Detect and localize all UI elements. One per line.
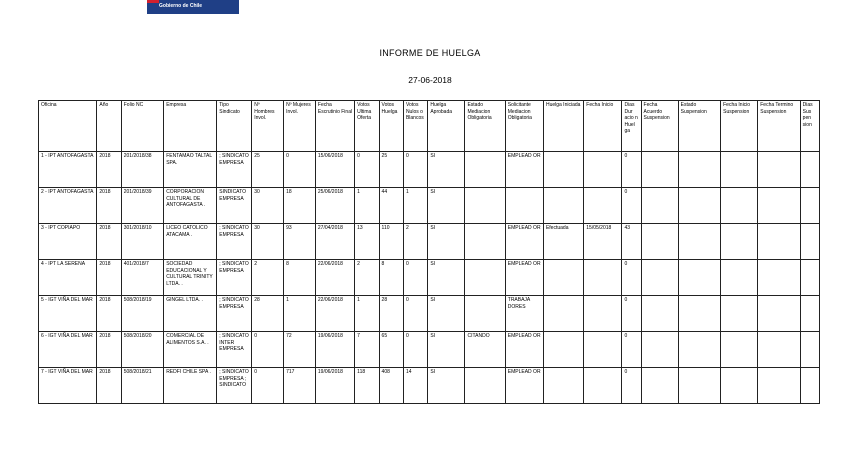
table-cell	[465, 260, 505, 296]
table-cell	[800, 188, 819, 224]
table-row	[39, 224, 820, 260]
table-cell: 0	[622, 332, 641, 368]
table-cell	[543, 368, 583, 404]
table-cell	[465, 224, 505, 260]
table-cell: 8	[284, 260, 316, 296]
column-header: Huelga Iniciada	[543, 101, 583, 152]
column-header: Dias Sus pen sion	[800, 101, 819, 152]
column-header: Fecha Termino Suspension	[758, 101, 800, 152]
logo-text: Gobierno de Chile	[159, 3, 203, 9]
table-cell	[800, 152, 819, 188]
table-cell: 25	[379, 152, 403, 188]
table-cell	[465, 368, 505, 404]
table-cell	[800, 368, 819, 404]
column-header: Solicitante Mediacion Obligatoria	[505, 101, 543, 152]
column-header: Año	[97, 101, 121, 152]
table-cell: 19/06/2018	[315, 332, 354, 368]
table-cell	[505, 188, 543, 224]
table-cell	[543, 188, 583, 224]
table-cell: 2018	[97, 332, 121, 368]
table-cell: REDFI CHILE SPA .	[164, 368, 217, 404]
table-cell: 25/06/2018	[315, 188, 354, 224]
table-cell	[800, 296, 819, 332]
table-cell: 3 - IPT COPIAPO	[39, 224, 97, 260]
table-row	[39, 368, 820, 404]
table-cell	[721, 296, 758, 332]
table-cell	[543, 332, 583, 368]
table-cell: 717	[284, 368, 316, 404]
table-cell	[721, 368, 758, 404]
table-cell: 30	[252, 224, 284, 260]
table-cell	[758, 260, 800, 296]
column-header: Votos Ultima Oferta	[355, 101, 379, 152]
table-cell: 0	[622, 296, 641, 332]
table-cell: 1 - IPT ANTOFAGASTA	[39, 152, 97, 188]
table-cell: 1	[355, 188, 379, 224]
table-cell: 30	[252, 188, 284, 224]
table-cell: 22/06/2018	[315, 260, 354, 296]
table-cell: 401/2018/7	[121, 260, 163, 296]
table-cell: 1	[403, 188, 427, 224]
table-cell: 2018	[97, 260, 121, 296]
table-cell	[678, 188, 720, 224]
table-cell: ; SINDICATO EMPRESA	[217, 260, 252, 296]
table-cell: 508/2018/19	[121, 296, 163, 332]
gobierno-logo	[147, 0, 239, 14]
table-cell: 93	[284, 224, 316, 260]
table-row	[39, 152, 820, 188]
table-cell: 14	[403, 368, 427, 404]
table-cell: 4 - IPT LA SERENA	[39, 260, 97, 296]
table-cell: SI	[428, 332, 465, 368]
table-cell	[758, 368, 800, 404]
table-cell	[800, 260, 819, 296]
table-cell	[758, 296, 800, 332]
table-cell: CITANDO	[465, 332, 505, 368]
table-cell: 2018	[97, 224, 121, 260]
report-date: 27-06-2018	[408, 75, 452, 85]
table-cell: 0	[355, 152, 379, 188]
column-header: Estado Mediacion Obligatoria	[465, 101, 505, 152]
table-cell: 28	[379, 296, 403, 332]
table-cell	[678, 368, 720, 404]
table-cell	[678, 260, 720, 296]
table-cell	[758, 152, 800, 188]
table-cell: SI	[428, 152, 465, 188]
table-cell: 2	[355, 260, 379, 296]
table-cell: SI	[428, 260, 465, 296]
column-header: Estado Suspension	[678, 101, 720, 152]
table-cell: GINGEL LTDA. .	[164, 296, 217, 332]
table-cell: EMPLEAD OR	[505, 332, 543, 368]
table-cell: 110	[379, 224, 403, 260]
table-cell: 5 - IGT VIÑA DEL MAR	[39, 296, 97, 332]
table-cell: 0	[403, 260, 427, 296]
table-cell: 0	[252, 368, 284, 404]
table-cell: 408	[379, 368, 403, 404]
column-header: Tipo Sindicato	[217, 101, 252, 152]
table-cell	[641, 332, 678, 368]
column-header: Folio NC	[121, 101, 163, 152]
table-cell: SI	[428, 368, 465, 404]
table-cell: 18	[284, 188, 316, 224]
table-row	[39, 332, 820, 368]
table-cell	[800, 332, 819, 368]
table-cell: SINDICATO EMPRESA	[217, 188, 252, 224]
report-title: INFORME DE HUELGA	[379, 48, 481, 58]
table-cell: 2018	[97, 296, 121, 332]
table-cell	[465, 152, 505, 188]
table-cell: 118	[355, 368, 379, 404]
table-cell: 22/06/2018	[315, 296, 354, 332]
column-header: Fecha Inicio	[584, 101, 622, 152]
table-cell	[584, 296, 622, 332]
table-cell: 6 - IGT VIÑA DEL MAR	[39, 332, 97, 368]
table-cell: 0	[252, 332, 284, 368]
table-cell: 0	[403, 296, 427, 332]
table-cell: 8	[379, 260, 403, 296]
table-cell	[584, 332, 622, 368]
column-header: Votos Huelga	[379, 101, 403, 152]
table-cell: EMPLEAD OR	[505, 224, 543, 260]
table-cell: LICEO CATOLICO ATACAMA .	[164, 224, 217, 260]
table-cell: 2018	[97, 368, 121, 404]
table-cell	[758, 332, 800, 368]
table-cell	[721, 260, 758, 296]
table-cell: 0	[403, 332, 427, 368]
table-cell	[584, 152, 622, 188]
table-row	[39, 188, 820, 224]
table-cell: 2	[403, 224, 427, 260]
table-cell: ; SINDICATO EMPRESA	[217, 224, 252, 260]
table-cell: 0	[622, 260, 641, 296]
table-cell: 508/2018/20	[121, 332, 163, 368]
table-body	[39, 152, 820, 404]
table-cell: COMERCIAL DE ALIMENTOS S.A. .	[164, 332, 217, 368]
table-cell: ; SINDICATO INTER EMPRESA	[217, 332, 252, 368]
table-cell: 65	[379, 332, 403, 368]
table-cell: EMPLEAD OR	[505, 260, 543, 296]
table-cell: 201/2018/39	[121, 188, 163, 224]
table-cell	[543, 152, 583, 188]
table-cell: 7	[355, 332, 379, 368]
table-cell: 2018	[97, 152, 121, 188]
strike-report-table	[38, 100, 820, 404]
table-cell	[721, 152, 758, 188]
logo-flag-stripe	[147, 0, 159, 3]
table-cell: EMPLEAD OR	[505, 152, 543, 188]
column-header: Votos Nulos o Blancos	[403, 101, 427, 152]
table-cell: 13	[355, 224, 379, 260]
table-cell: SI	[428, 296, 465, 332]
table-cell: 19/06/2018	[315, 368, 354, 404]
table-cell: Efectuada	[543, 224, 583, 260]
table-cell: EMPLEAD OR	[505, 368, 543, 404]
table-cell	[721, 224, 758, 260]
table-cell: 0	[622, 188, 641, 224]
table-cell: 1	[355, 296, 379, 332]
column-header: Oficina	[39, 101, 97, 152]
table-cell: 15/06/2018	[315, 152, 354, 188]
table-cell: 27/04/2018	[315, 224, 354, 260]
column-header: Nº Mujeres Invol.	[284, 101, 316, 152]
table-cell	[584, 260, 622, 296]
table-cell: 0	[622, 152, 641, 188]
table-cell	[584, 368, 622, 404]
table-cell: 44	[379, 188, 403, 224]
table-cell	[465, 296, 505, 332]
table-cell: TRABAJA DORES	[505, 296, 543, 332]
table-cell: 0	[403, 152, 427, 188]
column-header: Dias Dur acio n Huel ga	[622, 101, 641, 152]
table-cell: 28	[252, 296, 284, 332]
table-row	[39, 296, 820, 332]
table-cell	[641, 296, 678, 332]
column-header: Huelga Aprobada	[428, 101, 465, 152]
table-cell	[678, 224, 720, 260]
table-cell: 7 - IGT VIÑA DEL MAR	[39, 368, 97, 404]
table-cell	[543, 260, 583, 296]
column-header: Fecha Acuerdo Suspension	[641, 101, 678, 152]
table-cell	[641, 224, 678, 260]
table-cell: ; SINDICATO EMPRESA	[217, 296, 252, 332]
table-cell: CORPORACION CULTURAL DE ANTOFAGASTA .	[164, 188, 217, 224]
table-cell	[800, 224, 819, 260]
table-cell: 1	[284, 296, 316, 332]
table-cell: 15/05/2018	[584, 224, 622, 260]
table-cell: SOCIEDAD EDUCACIONAL Y CULTURAL TRINITY LTDA. .	[164, 260, 217, 296]
table-header-row	[39, 101, 820, 152]
table-cell: 72	[284, 332, 316, 368]
table-cell: ; SINDICATO EMPRESA	[217, 152, 252, 188]
table-cell	[678, 296, 720, 332]
table-cell	[678, 152, 720, 188]
table-cell	[465, 188, 505, 224]
column-header: Fecha Escrutinio Final	[315, 101, 354, 152]
table-cell: ; SINDICATO EMPRESA ; SINDICATO	[217, 368, 252, 404]
table-cell	[543, 296, 583, 332]
table-cell: 201/2018/38	[121, 152, 163, 188]
table-cell: 2 - IPT ANTOFAGASTA	[39, 188, 97, 224]
table-cell	[641, 368, 678, 404]
table-cell	[678, 332, 720, 368]
table-cell: 0	[622, 368, 641, 404]
table-cell: 2	[252, 260, 284, 296]
table-cell	[721, 332, 758, 368]
table-cell	[641, 152, 678, 188]
table-cell: 301/2018/10	[121, 224, 163, 260]
table-cell	[758, 224, 800, 260]
table-row	[39, 260, 820, 296]
table-cell	[641, 260, 678, 296]
table-cell: 508/2018/21	[121, 368, 163, 404]
table-cell: 43	[622, 224, 641, 260]
table-cell: SI	[428, 188, 465, 224]
column-header: Nº Hombres Invol.	[252, 101, 284, 152]
table-cell: SI	[428, 224, 465, 260]
table-cell: FENTAMAO TALTAL SPA.	[164, 152, 217, 188]
table-cell	[721, 188, 758, 224]
table-cell: 0	[284, 152, 316, 188]
table-cell	[641, 188, 678, 224]
table-cell	[584, 188, 622, 224]
column-header: Fecha Inicio Suspension	[721, 101, 758, 152]
table-cell	[758, 188, 800, 224]
column-header: Empresa	[164, 101, 217, 152]
table-cell: 2018	[97, 188, 121, 224]
table-cell: 25	[252, 152, 284, 188]
